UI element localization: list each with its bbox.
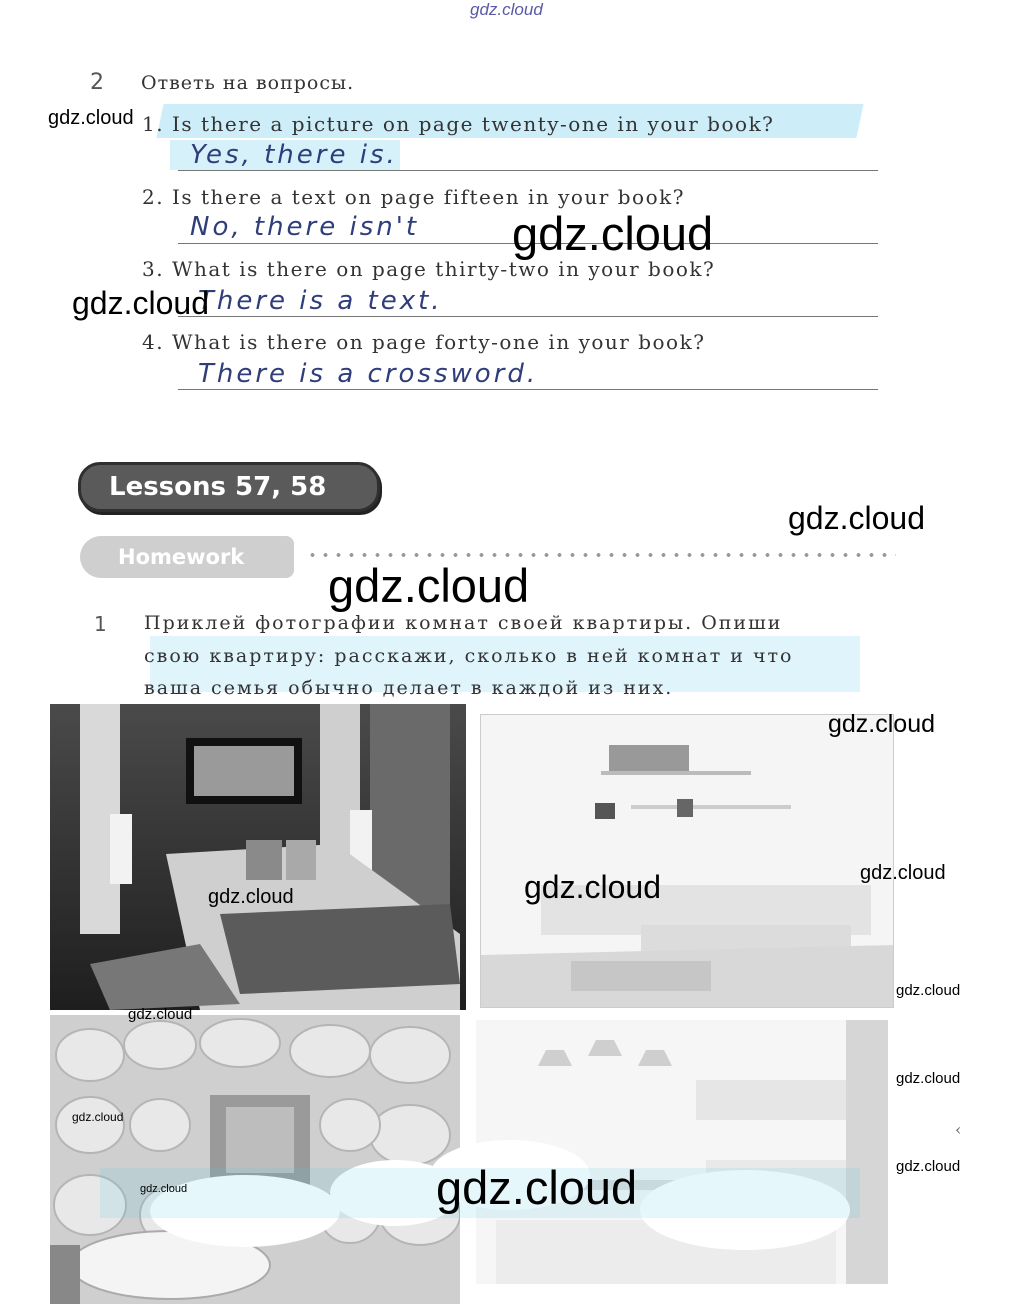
answer-4: There is a crossword. — [198, 359, 539, 389]
watermark: gdz.cloud — [72, 285, 209, 321]
watermark: gdz.cloud — [208, 886, 294, 908]
task-1-line-2: свою квартиру: расскажи, сколько в ней комнат и что — [144, 645, 794, 667]
watermark: gdz.cloud — [896, 1158, 961, 1175]
task-2-number: 2 — [90, 70, 104, 95]
answer-line-1 — [178, 170, 878, 171]
watermark: gdz.cloud — [48, 107, 134, 129]
answer-3: There is a text. — [198, 286, 443, 316]
watermark: gdz.cloud — [512, 207, 714, 260]
bedroom-photo — [50, 704, 466, 1010]
watermark: gdz.cloud — [828, 710, 936, 738]
answer-1: Yes, there is. — [190, 140, 398, 170]
watermark: gdz.cloud — [140, 1183, 188, 1195]
homework-banner — [80, 536, 294, 578]
watermark: gdz.cloud — [328, 559, 530, 612]
watermark: gdz.cloud — [896, 982, 961, 999]
dotted-divider — [306, 553, 896, 557]
task-2-instruction: Ответь на вопросы. — [141, 72, 355, 94]
task-1-line-1: Приклей фотографии комнат своей квартиры. Опиши — [144, 612, 783, 634]
watermark: gdz.cloud — [896, 1070, 961, 1087]
watermark: gdz.cloud — [524, 869, 661, 905]
task-1-line-3: ваша семья обычно делает в каждой из них. — [144, 677, 674, 699]
lessons-label: Lessons 57, 58 — [109, 472, 327, 502]
watermark: gdz.cloud — [788, 500, 925, 536]
answer-line-4 — [178, 389, 878, 390]
question-4: 4. What is there on page forty-one in your book? — [142, 330, 706, 354]
question-1: 1. Is there a picture on page twenty-one in your book? — [142, 112, 775, 136]
living-room-photo — [480, 714, 894, 1008]
homework-label: Homework — [118, 545, 245, 569]
watermark: gdz.cloud — [128, 1006, 193, 1023]
question-2: 2. Is there a text on page fifteen in your book? — [142, 185, 685, 209]
task-1-number: 1 — [94, 612, 107, 636]
answer-2: No, there isn't — [190, 212, 420, 242]
watermark: gdz.cloud — [860, 862, 946, 884]
watermark-top: gdz.cloud — [470, 0, 543, 19]
watermark: gdz.cloud — [436, 1161, 638, 1214]
margin-mark: ‹ — [955, 1120, 962, 1139]
lessons-banner — [78, 462, 380, 512]
watermark: gdz.cloud — [72, 1110, 124, 1124]
question-3: 3. What is there on page thirty-two in your book? — [142, 257, 716, 281]
answer-line-3 — [178, 316, 878, 317]
